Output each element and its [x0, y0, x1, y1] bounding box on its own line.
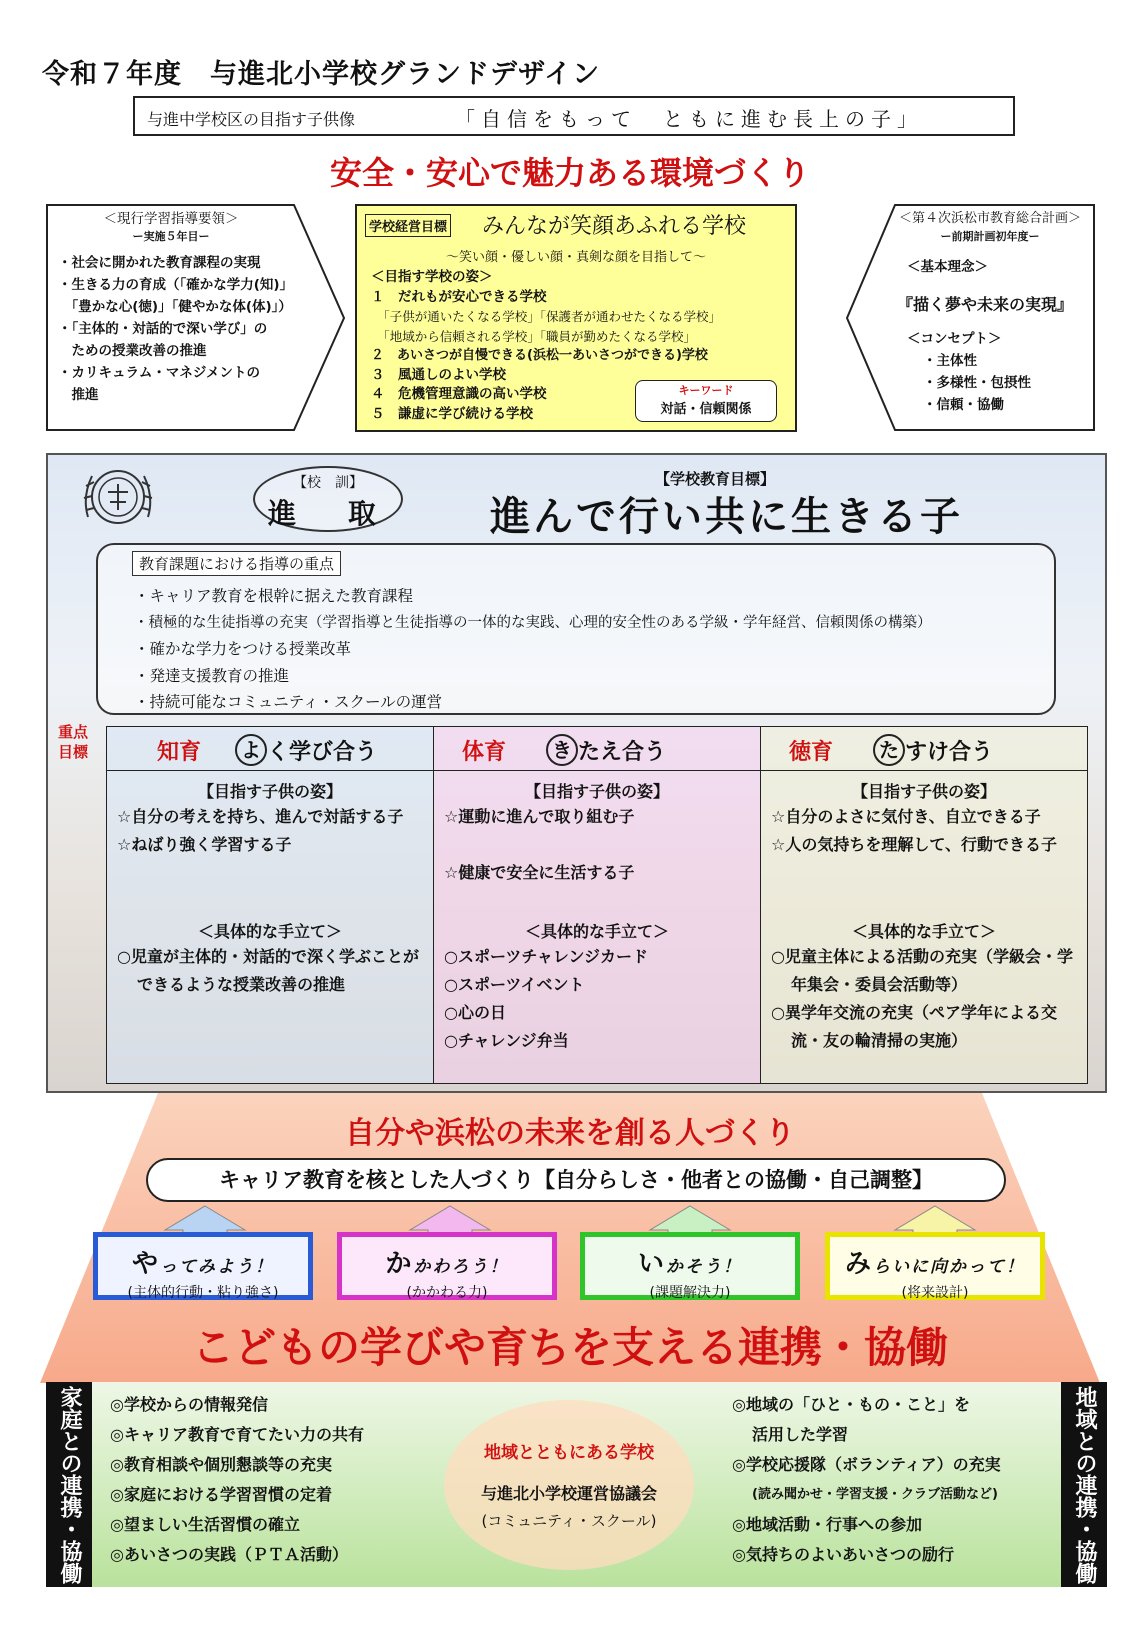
means-list — [117, 943, 427, 999]
partnership-section — [46, 1382, 1107, 1587]
child-label: 【目指す子供の姿】 — [197, 782, 342, 801]
heading-future: 自分や浜松の未来を創る人づくり — [345, 1116, 795, 1151]
list-item: ・積極的な生徒指導の充実（学習指導と生徒指導の一体的な実践、心理的安全性のある学級・学年経営、信頼関係の構築） — [134, 614, 932, 631]
list-item: ・キャリア教育を根幹に据えた教育課程 — [134, 587, 414, 605]
list-item: ＜目指す学校の姿＞ — [371, 269, 493, 285]
community-sub: (コミュニティ・スクール) — [481, 1512, 657, 1530]
management-goal-box — [355, 204, 797, 432]
action-text: ってみよう！ — [160, 1257, 274, 1277]
column-header — [107, 727, 433, 771]
list-item: (読み聞かせ・学習支援・クラブ活動など) — [752, 1487, 998, 1502]
list-item: ・確かな学力をつける授業改革 — [134, 640, 352, 658]
action-text: かわろう！ — [413, 1257, 509, 1277]
management-goal-title: みんなが笑顔あふれる学校 — [482, 214, 747, 239]
means-label: ＜具体的な手立て＞ — [524, 922, 669, 941]
action-sub: (かかわる力) — [406, 1285, 488, 1301]
list-item: １ だれもが安心できる学校 — [371, 288, 547, 305]
list-item: ◎地域の「ひと・もの・こと」を — [732, 1395, 970, 1414]
action-title — [342, 1243, 552, 1280]
column-area: 体育 — [462, 740, 507, 765]
city-plan-subtitle: ー前期計画初年度ー — [940, 230, 1040, 243]
column-intellect — [106, 726, 434, 1084]
action-sub: (主体的行動・粘り強さ) — [127, 1285, 279, 1301]
principle-value: 『描く夢や未来の実現』 — [897, 295, 1074, 314]
curriculum-box — [46, 204, 346, 432]
means-label: ＜具体的な手立て＞ — [851, 922, 996, 941]
principle-label: ＜基本理念＞ — [907, 259, 988, 275]
child-list — [444, 803, 754, 887]
list-item: ・生きる力の育成（「確かな学力(知)」 — [58, 277, 294, 293]
list-item: ○児童主体による活動の充実（学級会・学年集会・委員会活動等） — [771, 947, 1073, 994]
management-goal-label: 学校経営目標 — [365, 214, 451, 237]
list-item: ５ 謙虚に学び続ける学校 — [371, 405, 533, 422]
focus-box — [96, 543, 1056, 715]
action-title — [98, 1243, 308, 1280]
district-goal-box — [133, 96, 1015, 136]
concept-label: ＜コンセプト＞ — [907, 331, 1002, 347]
list-item: ・社会に開かれた教育課程の実現 — [58, 255, 261, 271]
child-label: 【目指す子供の姿】 — [524, 782, 669, 801]
child-list — [117, 803, 427, 859]
management-goal-subtitle: ～笑い顔・優しい顔・真剣な顔を目指して～ — [445, 250, 706, 265]
list-item: ○スポーツチャレンジカード — [444, 947, 649, 966]
list-item: ◎学校からの情報発信 — [110, 1395, 268, 1414]
child-label: 【目指す子供の姿】 — [851, 782, 996, 801]
action-title — [585, 1243, 795, 1280]
list-item: ４ 危機管理意識の高い学校 — [371, 386, 547, 402]
column-area: 知育 — [157, 740, 202, 765]
action-text: かそう！ — [666, 1257, 742, 1277]
district-goal-value: 「自信をもって ともに進む長上の子」 — [455, 107, 923, 131]
list-item: ○チャレンジ弁当 — [444, 1031, 569, 1050]
city-plan-box — [845, 204, 1095, 432]
list-item: ための授業改善の推進 — [58, 343, 207, 359]
city-plan-title: ＜第４次浜松市教育総合計画＞ — [898, 211, 1081, 226]
column-circle: よ — [235, 734, 267, 766]
action-ikasou — [580, 1232, 800, 1300]
page-title: 令和７年度 与進北小学校グランドデザイン — [42, 59, 601, 90]
list-item: 推進 — [58, 387, 99, 403]
column-circle: た — [873, 734, 905, 766]
list-item: ○児童が主体的・対話的で深く学ぶことができるような授業改善の推進 — [117, 947, 419, 994]
list-item: ◎あいさつの実践（ＰＴＡ活動） — [110, 1545, 348, 1564]
column-theme: たえ合う — [578, 740, 667, 765]
list-item: ☆運動に進んで取り組む子 — [444, 807, 635, 826]
list-item: ・カリキュラム・マネジメントの — [58, 365, 260, 381]
list-item: ◎地域活動・行事への参加 — [732, 1515, 922, 1534]
district-goal-label: 与進中学校区の目指す子供像 — [147, 110, 356, 129]
school-crest-icon — [78, 462, 158, 532]
region-side-label: 地域との連携・協働 — [1061, 1382, 1107, 1587]
list-item: ○心の日 — [444, 1003, 506, 1022]
means-label: ＜具体的な手立て＞ — [197, 922, 342, 941]
action-initial: み — [844, 1249, 873, 1279]
column-header — [434, 727, 760, 771]
list-item: ・持続可能なコミュニティ・スクールの運営 — [134, 693, 443, 711]
focus-list — [134, 583, 932, 716]
list-item: ☆人の気持ちを理解して、行動できる子 — [771, 835, 1058, 854]
action-initial: い — [637, 1249, 666, 1279]
curriculum-list — [58, 252, 293, 406]
region-list — [732, 1390, 1001, 1570]
list-item: 「豊かな心(徳)」「健やかな体(体)」） — [58, 299, 292, 315]
list-item: ・主体性 — [923, 353, 977, 369]
keyword-label: キーワード — [678, 384, 734, 397]
column-moral — [760, 726, 1088, 1084]
community-school — [444, 1400, 694, 1570]
home-side-label: 家庭との連携・協働 — [46, 1382, 92, 1587]
home-list — [110, 1390, 364, 1570]
school-goal: 進んで行い共に生きる子 — [490, 493, 963, 540]
list-item: ○スポーツイベント — [444, 975, 585, 994]
action-initial: や — [131, 1249, 160, 1279]
keyword-box — [635, 380, 777, 422]
action-sub: (将来設計) — [901, 1285, 969, 1301]
action-sub: (課題解決力) — [649, 1285, 731, 1301]
list-item: ○異学年交流の充実（ペア学年による交流・友の輪清掃の実施） — [771, 1003, 1057, 1050]
column-area: 徳育 — [789, 740, 834, 765]
list-item: ☆自分のよさに気付き、自立できる子 — [771, 807, 1041, 826]
focus-title: 教育課題における指導の重点 — [132, 551, 341, 576]
means-list — [771, 943, 1081, 1055]
priority-label: 重点目標 — [57, 723, 88, 761]
means-list — [444, 943, 754, 1055]
community-name: 与進北小学校運営協議会 — [480, 1484, 657, 1503]
action-mirai — [825, 1232, 1045, 1300]
list-item: 活用した学習 — [752, 1425, 849, 1444]
curriculum-subtitle: ー実施５年目ー — [132, 230, 210, 243]
school-motto — [253, 466, 403, 532]
list-item: ◎教育相談や個別懇談等の充実 — [110, 1455, 332, 1474]
upward-arrows — [0, 1200, 1140, 1236]
curriculum-title: ＜現行学習指導要領＞ — [103, 211, 239, 227]
action-kakawarou — [337, 1232, 557, 1300]
list-item: ☆ねばり強く学習する子 — [117, 835, 292, 854]
action-title — [830, 1243, 1040, 1280]
list-item: ・発達支援教育の推進 — [134, 666, 290, 685]
list-item: 「子供が通いたくなる学校」「保護者が通わせたくなる学校」 — [371, 309, 722, 324]
heading-collab: こどもの学びや育ちを支える連携・協働 — [191, 1323, 948, 1372]
list-item: 「地域から信頼される学校」「職員が勤めたくなる学校」 — [371, 328, 697, 344]
action-text: らいに向かって！ — [873, 1257, 1025, 1277]
column-circle: き — [546, 734, 578, 766]
list-item: ・信頼・協働 — [923, 397, 1004, 413]
column-physical — [433, 726, 761, 1084]
list-item: ◎学校応援隊（ボランティア）の充実 — [732, 1455, 1001, 1474]
partnership-body — [92, 1382, 1061, 1587]
action-initial: か — [385, 1249, 414, 1279]
child-list — [771, 803, 1081, 859]
list-item: ☆健康で安全に生活する子 — [444, 863, 635, 882]
list-item: ◎キャリア教育で育てたい力の共有 — [110, 1425, 364, 1444]
career-banner: キャリア教育を核とした人づくり【自分らしさ・他者との協働・自己調整】 — [146, 1158, 1006, 1202]
column-header — [761, 727, 1087, 771]
school-goal-label: 【学校教育目標】 — [655, 470, 776, 488]
concept-list — [923, 350, 1031, 416]
school-motto-value: 進 取 — [267, 497, 388, 530]
list-item: ◎家庭における学習習慣の定着 — [110, 1485, 332, 1504]
list-item: ２ あいさつが自慢できる(浜松一あいさつができる)学校 — [371, 348, 708, 363]
list-item: ◎気持ちのよいあいさつの励行 — [732, 1545, 954, 1564]
school-motto-label: 【校 訓】 — [293, 475, 363, 491]
list-item: ・多様性・包摂性 — [923, 375, 1031, 391]
list-item: ☆自分の考えを持ち、進んで対話する子 — [117, 807, 404, 826]
list-item: ◎望ましい生活習慣の確立 — [110, 1515, 300, 1534]
column-theme: すけ合う — [905, 740, 994, 765]
column-theme: く学び合う — [267, 740, 378, 765]
action-yatte — [93, 1232, 313, 1300]
list-item: ・「主体的・対話的で深い学び」の — [58, 321, 268, 337]
heading-safe: 安全・安心で魅力ある環境づくり — [329, 154, 810, 192]
community-title: 地域とともにある学校 — [484, 1443, 654, 1463]
list-item: ３ 風通しのよい学校 — [371, 366, 506, 383]
keyword-value: 対話・信頼関係 — [660, 402, 752, 417]
